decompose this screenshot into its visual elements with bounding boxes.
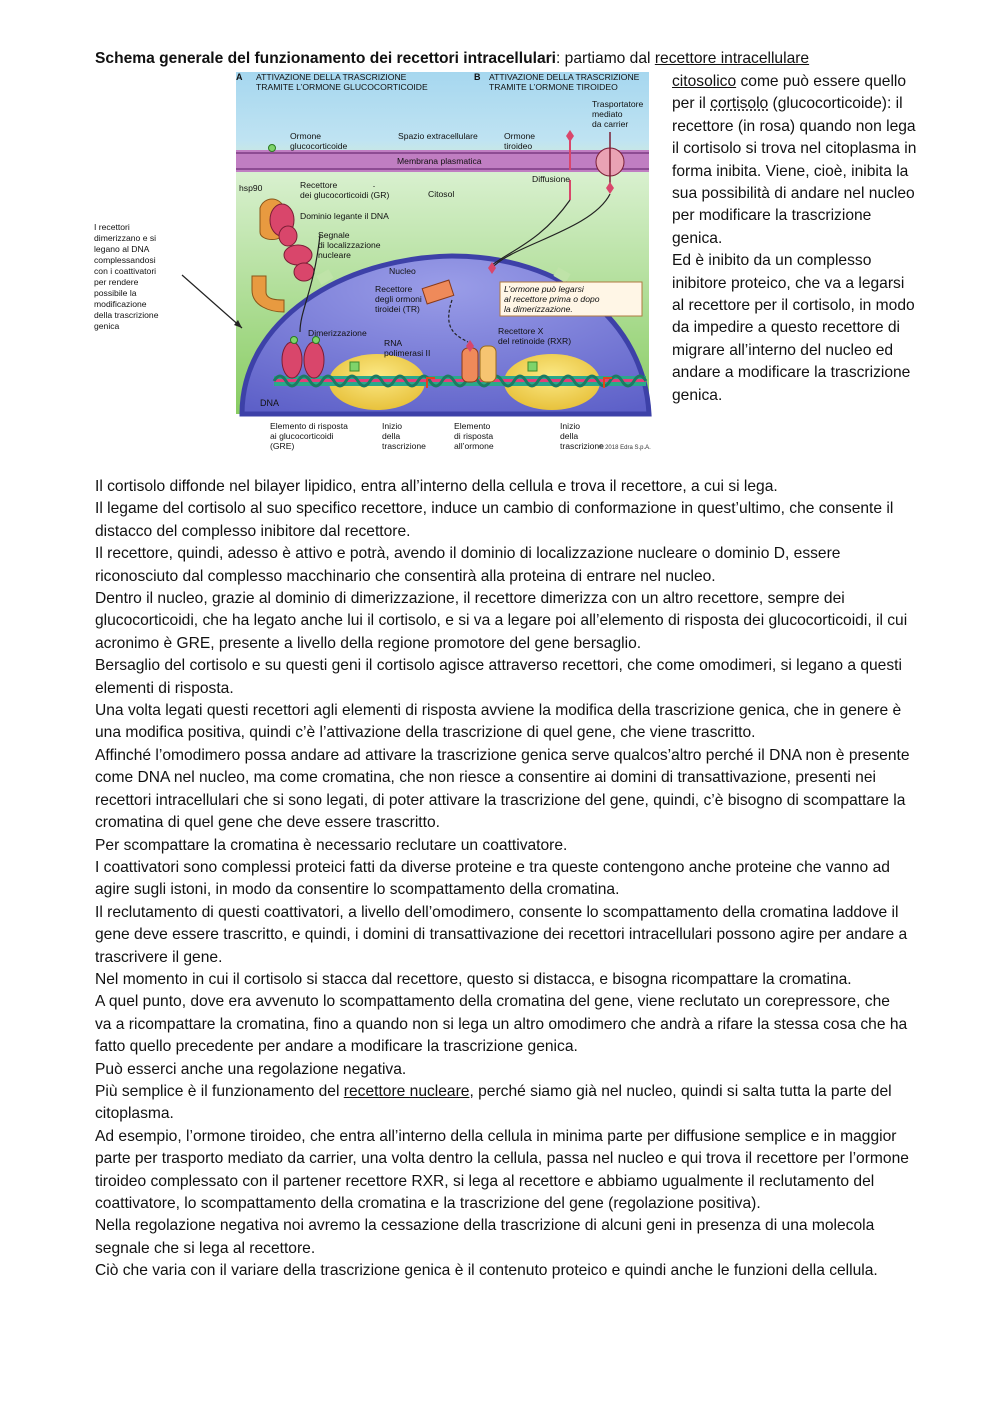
paragraph: Nel momento in cui il cortisolo si stacca dal recettore, questo si distacca, e bisogna ricompattare la cromatina.	[95, 970, 852, 988]
side-note-1: I recettori	[94, 222, 130, 232]
label-elem-ormone-2: di risposta	[454, 431, 494, 441]
nuclear-receptor-link[interactable]: recettore nucleare	[343, 1082, 470, 1100]
panel-a-line1: ATTIVAZIONE DELLA TRASCRIZIONE	[256, 72, 407, 82]
side-note-9: della trascrizione	[94, 310, 159, 320]
label-gre-3: (GRE)	[270, 441, 295, 451]
paragraph: Il recettore, quindi, adesso è attivo e potrà, avendo il dominio di localizzazione nucleare o dominio D, essere riconosciuto dal complesso macchinario che consentirà alla proteina di entrare nel nucleo.	[95, 545, 841, 585]
paragraph: Il legame del cortisolo al suo specifico recettore, induce un cambio di conformazione in quest’ultimo, che consente il distacco del complesso inibitore dal recettore.	[95, 500, 894, 540]
label-rna-1: RNA	[384, 338, 403, 348]
panel-b-line2: TRAMITE L’ORMONE TIROIDEO	[489, 82, 618, 92]
dna-helix	[274, 376, 646, 386]
panel-b-line1: ATTIVAZIONE DELLA TRASCRIZIONE	[489, 72, 640, 82]
label-tr-2: degli ormoni	[375, 294, 422, 304]
label-ormone-gluco-1: Ormone	[290, 131, 322, 141]
label-citosol: Citosol	[428, 189, 455, 199]
paragraph: I coattivatori sono complessi proteici fatti da diverse proteine e tra queste contengono anche proteine che vanno ad agire sugli istoni, in modo da consentire lo scompattamento della cromatina.	[95, 858, 890, 899]
copyright: © 2018 Edra S.p.A.	[599, 445, 651, 451]
callout-line2: al recettore prima o dopo	[504, 294, 600, 304]
label-rxr-2: del retinoide (RXR)	[498, 336, 572, 346]
label-trasp-1: Trasportatore	[592, 99, 644, 109]
label-inizio-b-3: trascrizione	[560, 441, 604, 451]
label-segnale-2: di localizzazione	[318, 240, 381, 250]
panel-a-line2: TRAMITE L’ORMONE GLUCOCORTICOIDE	[256, 82, 428, 92]
label-dna: DNA	[260, 398, 280, 408]
side-note-4: complessandosi	[94, 255, 156, 265]
label-inizio-b-1: Inizio	[560, 421, 581, 431]
label-ormone-tir-2: tiroideo	[504, 141, 533, 151]
label-segnale-3: nucleare	[318, 250, 351, 260]
label-rxr-1: Recettore X	[498, 326, 544, 336]
side-note-5: con i coattivatori	[94, 266, 157, 276]
label-hsp90: hsp90	[239, 183, 263, 193]
callout-line3: la dimerizzazione.	[504, 304, 573, 314]
intracellular-receptor-link[interactable]: recettore intracellulare	[654, 50, 810, 67]
label-rna-2: polimerasi II	[384, 348, 431, 358]
paragraph: Ciò che varia con il variare della trascrizione genica è il contenuto proteico e quindi anche le funzioni della cellula.	[95, 1262, 878, 1280]
section-title: Schema generale del funzionamento dei recettori intracellulari	[95, 50, 557, 67]
label-ormone-gluco-2: glucocorticoide	[290, 141, 348, 151]
label-gre-2: ai glucocorticoidi	[270, 431, 334, 441]
side-para-2: Ed è inibito da un complesso inibitore proteico, che va a legarsi al recettore per il cortisolo, in modo da impedire a questo recettore di migrare all’interno del nucleo ed andare a modificare la trascrizione genica.	[672, 252, 915, 404]
side-para-1: citosolico come può essere quello per il cortisolo (glucocorticoide): il recettore (in rosa) quando non lega il cortisolo si trova nel citoplasma in forma inibita. Viene, cioè, inibita la sua possibilità di andare nel nucleo per modificare la trascrizione genica.	[672, 73, 917, 247]
paragraph: A quel punto, dove era avvenuto lo scompattamento della cromatina del gene, viene reclutato un corepressore, che va a ricompattare la cromatina, fino a quando non si lega un altro omodimero che andrà a rifare la stessa cosa che ha fatto quello precedente per andare a modificare la trascrizione genica.	[95, 993, 908, 1056]
paragraph: Per scompattare la cromatina è necessario reclutare un coattivatore.	[95, 836, 568, 854]
side-note-2: dimerizzano e si	[94, 233, 157, 243]
paragraph: Il cortisolo diffonde nel bilayer lipidico, entra all’interno della cellula e trova il recettore, a cui si lega.	[95, 478, 778, 495]
intro-text: : partiamo dal	[556, 50, 655, 67]
label-trasp-2: mediato	[592, 109, 623, 119]
label-dimerizzazione: Dimerizzazione	[308, 328, 367, 338]
rxr	[480, 346, 496, 382]
label-ormone-tir-1: Ormone	[504, 131, 536, 141]
paragraph: Può esserci anche una regolazione negativa.	[95, 1060, 407, 1078]
side-note-8: modificazione	[94, 299, 147, 309]
side-note-6: per rendere	[94, 277, 139, 287]
paragraph: Una volta legati questi recettori agli elementi di risposta avviene la modifica della trascrizione genica, che in genere è una modifica positiva, quindi c’è l’attivazione della trascrizione di quel gene, che viene trascritto.	[95, 702, 902, 742]
label-inizio-1: Inizio	[382, 421, 403, 431]
cortisolo-term[interactable]: cortisolo	[710, 95, 769, 113]
cytosolic-link[interactable]: citosolico	[672, 73, 737, 90]
label-segnale-1: Segnale	[318, 230, 350, 240]
label-dominio-dna: Dominio legante il DNA	[300, 211, 389, 221]
paragraph: Bersaglio del cortisolo e su questi geni il cortisolo agisce attraverso recettori, che come omodimeri, si legano a questi elementi di risposta.	[95, 657, 902, 697]
label-inizio-3: trascrizione	[382, 441, 426, 451]
label-nucleo: Nucleo	[389, 266, 416, 276]
paragraph: Dentro il nucleo, grazie al dominio di dimerizzazione, il recettore dimerizza con un altro recettore, sempre dei glucocorticoidi, che ha legato anche lui il cortisolo, e si va a legare poi all’elemento di risposta dei glucocorticoidi, il cui acronimo è GRE, presente a livello della regione promotore del gene bersaglio.	[95, 590, 908, 652]
label-membrana: Membrana plasmatica	[397, 156, 482, 166]
label-trasp-3: da carrier	[592, 119, 629, 129]
paragraph: Il reclutamento di questi coattivatori, a livello dell’omodimero, consente lo scompattamento della cromatina laddove il gene deve essere trascritto, e quindi, i domini di transattivazione dei recettori intracellulari possono agire per andare a trascrivere il gene.	[95, 903, 908, 966]
label-tr-3: tiroidei (TR)	[375, 304, 420, 314]
label-recettore-gr-2: dei glucocorticoidi (GR)	[300, 190, 390, 200]
label-gre-1: Elemento di risposta	[270, 421, 348, 431]
label-inizio-b-2: della	[560, 431, 579, 441]
side-note-10: genica	[94, 321, 120, 331]
paragraph: Affinché l’omodimero possa andare ad attivare la trascrizione genica serve qualcos’altro perché il DNA non è presente come DNA nel nucleo, ma come cromatina, che non riesce a consentire ai domini di transattivazione, presenti nei recettori intracellulari che si sono legati, di poter attivare la trascrizione del gene, quindi, c’è bisogno di scompattare la cromatina di quel gene che deve essere trascritto.	[95, 746, 910, 832]
body-text	[95, 476, 910, 1283]
intro-line	[95, 48, 910, 70]
panel-b-letter: B	[474, 72, 481, 82]
receptor-figure	[92, 70, 657, 468]
label-elem-ormone-1: Elemento	[454, 421, 491, 431]
tr-on-dna	[462, 348, 478, 382]
paragraph: Ad esempio, l’ormone tiroideo, che entra all’interno della cellula in minima parte per diffusione semplice e in maggior parte per trasporto mediato da carrier, una volta dentro la cellula, passa nel nucleo e qui trova il recettore per l’ormone tiroideo complessato con il partener recettore RXR, si lega al recettore e abbiamo ugualmente il reclutamento del coattivatore, lo scompattamento della cromatina e la trascrizione del gene (regolazione positiva).	[95, 1127, 909, 1212]
panel-a-letter: A	[236, 72, 243, 82]
callout-line1: L’ormone può legarsi	[504, 284, 584, 294]
side-note-3: legano al DNA	[94, 244, 150, 254]
side-text	[672, 71, 917, 407]
label-recettore-gr-1: Recettore	[300, 180, 338, 190]
label-elem-ormone-3: all’ormone	[454, 441, 494, 451]
nuclear-receptor-paragraph: Più semplice è il funzionamento del recettore nucleare, perché siamo già nel nucleo, quindi si salta tutta la parte del citoplasma.	[95, 1082, 892, 1123]
paragraph: Nella regolazione negativa noi avremo la cessazione della trascrizione di alcuni geni in presenza di una molecola segnale che si lega al recettore.	[95, 1217, 875, 1257]
label-tr-1: Recettore	[375, 284, 413, 294]
label-diffusione: Diffusione	[532, 174, 571, 184]
gr-dimer	[282, 342, 302, 378]
side-note-7: possibile la	[94, 288, 137, 298]
label-spazio-extra: Spazio extracellulare	[398, 131, 478, 141]
label-inizio-2: della	[382, 431, 401, 441]
